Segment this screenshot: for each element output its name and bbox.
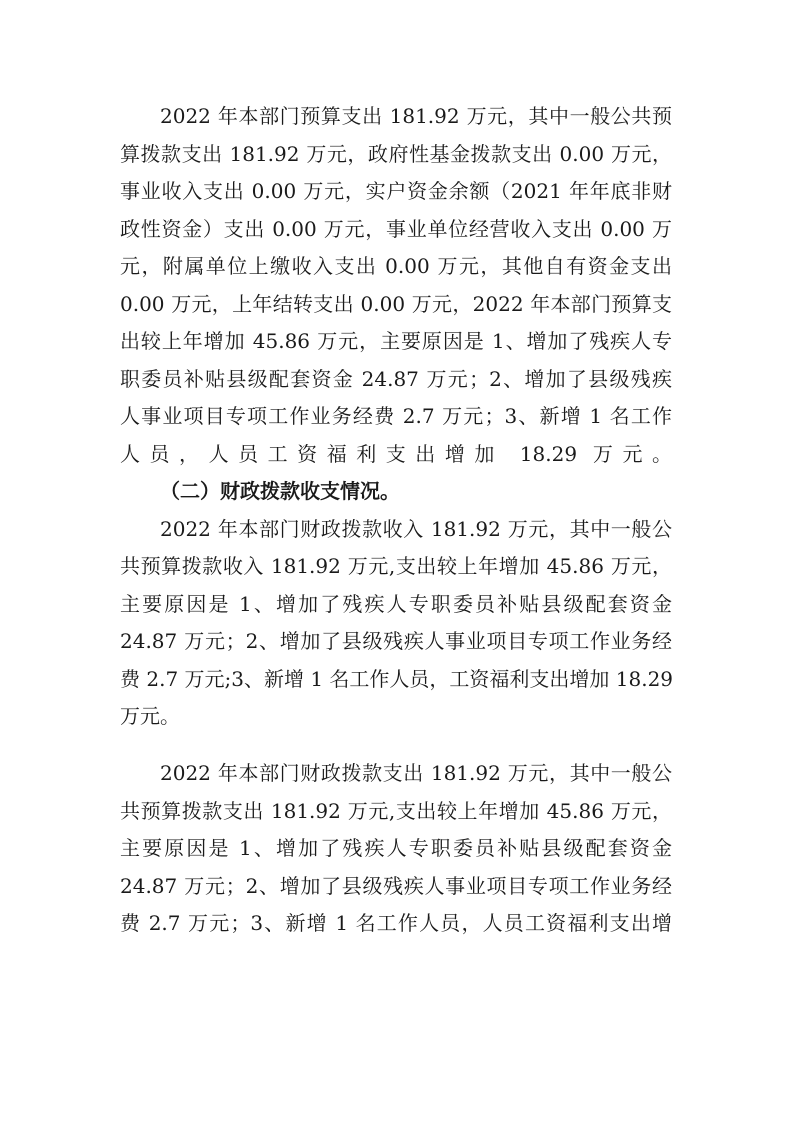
p1-line-9: 人事业项目专项工作业务经费 2.7 万元；3、新增 1 名工作 — [120, 404, 672, 428]
section-heading: （二）财政拨款收支情况。 — [160, 479, 400, 503]
p2-line-1: 2022 年本部门财政拨款收入 181.92 万元，其中一般公 — [160, 517, 672, 541]
p3-line-5: 费 2.7 万元；3、新增 1 名工作人员，人员工资福利支出增 — [120, 911, 672, 935]
p2-line-2: 共预算拨款收入 181.92 万元,支出较上年增加 45.86 万元， — [120, 554, 672, 578]
p2-line-3: 主要原因是 1、增加了残疾人专职委员补贴县级配套资金 — [120, 592, 672, 616]
p3-line-4: 24.87 万元；2、增加了县级残疾人事业项目专项工作业务经 — [120, 874, 672, 898]
p1-line-5: 元，附属单位上缴收入支出 0.00 万元，其他自有资金支出 — [120, 254, 672, 278]
p1-line-1: 2022 年本部门预算支出 181.92 万元，其中一般公共预 — [160, 104, 672, 128]
p1-line-8: 职委员补贴县级配套资金 24.87 万元；2、增加了县级残疾 — [120, 367, 672, 391]
p2-line-5: 费 2.7 万元;3、新增 1 名工作人员，工资福利支出增加 18.29 — [120, 667, 674, 691]
p1-line-10: 人员，人员工资福利支出增加 18.29 万元。 — [120, 442, 672, 466]
p1-line-7: 出较上年增加 45.86 万元，主要原因是 1、增加了残疾人专 — [120, 329, 672, 353]
p3-line-1: 2022 年本部门财政拨款支出 181.92 万元，其中一般公 — [160, 761, 672, 785]
p1-line-3: 事业收入支出 0.00 万元，实户资金余额（2021 年年底非财 — [120, 179, 672, 203]
p2-line-4: 24.87 万元；2、增加了县级残疾人事业项目专项工作业务经 — [120, 629, 672, 653]
p1-line-4: 政性资金）支出 0.00 万元，事业单位经营收入支出 0.00 万 — [120, 217, 672, 241]
p1-line-6: 0.00 万元，上年结转支出 0.00 万元，2022 年本部门预算支 — [120, 292, 672, 316]
p2-line-6: 万元。 — [120, 704, 180, 728]
p3-line-3: 主要原因是 1、增加了残疾人专职委员补贴县级配套资金 — [120, 836, 672, 860]
p1-line-2: 算拨款支出 181.92 万元，政府性基金拨款支出 0.00 万元， — [120, 142, 672, 166]
p3-line-2: 共预算拨款支出 181.92 万元,支出较上年增加 45.86 万元， — [120, 799, 672, 823]
